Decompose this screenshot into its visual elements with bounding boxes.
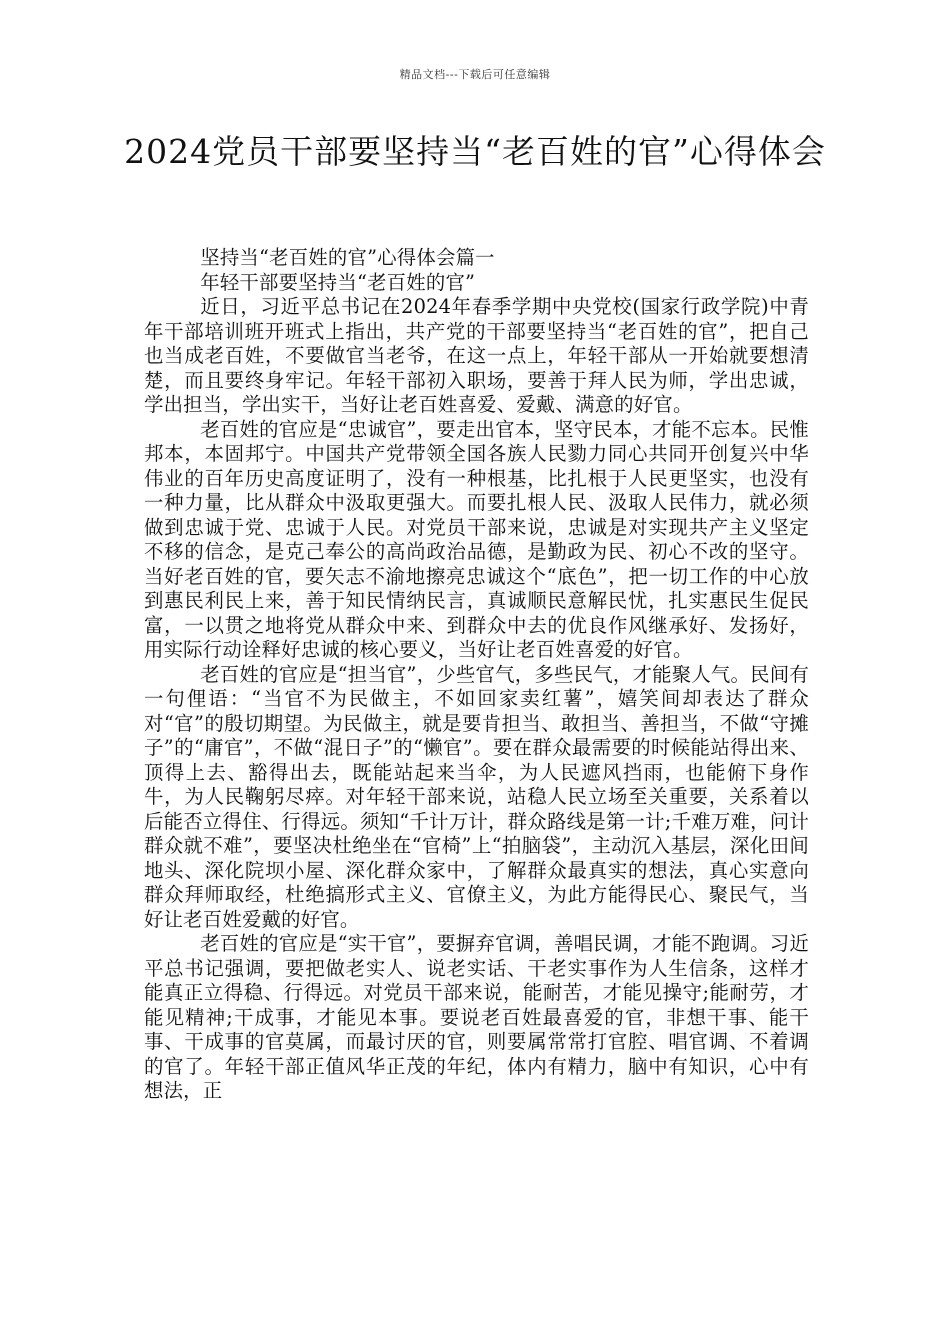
article-subtitle: 年轻干部要坚持当“老百姓的官” xyxy=(200,270,476,294)
section-heading: 坚持当“老百姓的官”心得体会篇一 xyxy=(200,246,495,269)
body-paragraph: 老百姓的官应是“担当官”，少些官气，多些民气，才能聚人气。民间有一句俚语：“当官不为民做主，不如回家卖红薯”，嬉笑间却表达了群众对“官”的殷切期望。为民做主，就是要肯担当、敢担当、善担当，不做“守摊子”的“庸官”，不做“混日子”的“懒官”。要在群众最需要的时候能站得出来、顶得上去、豁得出去，既能站起来当伞，为人民遮风挡雨，也能俯下身作牛，为人民鞠躬尽瘁。对年轻干部来说，站稳人民立场至关重要，关系着以后能否立得住、行得远。须知“千计万计，群众路线是第一计;千难万难，问计群众就不难”，要坚决杜绝坐在“官椅”上“拍脑袋”，主动沉入基层，深化田间地头、深化院坝小屋、深化群众家中，了解群众最真实的想法，真心实意向群众拜师取经，杜绝搞形式主义、官僚主义，为此方能得民心、聚民气，当好让老百姓爱戴的好官。 xyxy=(144,662,809,931)
document-title: 2024党员干部要坚持当“老百姓的官”心得体会 xyxy=(124,132,826,171)
body-paragraph: 老百姓的官应是“实干官”，要摒弃官调，善唱民调，才能不跑调。习近平总书记强调，要把做老实人、说老实话、干老实事作为人生信条，这样才能真正立得稳、行得远。对党员干部来说，能耐苦，才能见操守;能耐劳，才能见精神;干成事，才能见本事。要说老百姓最喜爱的官，非想干事、能干事、干成事的官莫属，而最讨厌的官，则要属常常打官腔、唱官调、不着调的官了。年轻干部正值风华正茂的年纪，体内有精力，脑中有知识，心中有想法，正 xyxy=(144,932,809,1102)
header-note: 精品文档---下载后可任意编辑 xyxy=(399,68,551,81)
body-paragraph: 近日，习近平总书记在2024年春季学期中央党校(国家行政学院)中青年干部培训班开班式上指出，共产党的干部要坚持当“老百姓的官”，把自己也当成老百姓，不要做官当老爷，在这一点上，年轻干部从一开始就要想清楚，而且要终身牢记。年轻干部初入职场，要善于拜人民为师，学出忠诚，学出担当，学出实干，当好让老百姓喜爱、爱戴、满意的好官。 xyxy=(144,295,809,416)
body-paragraph: 老百姓的官应是“忠诚官”，要走出官本，坚守民本，才能不忘本。民惟邦本，本固邦宁。中国共产党带领全国各族人民勠力同心共同开创复兴中华伟业的百年历史高度证明了，没有一种根基，比扎根于人民更坚实，也没有一种力量，比从群众中汲取更强大。而要扎根人民、汲取人民伟力，就必须做到忠诚于党、忠诚于人民。对党员干部来说，忠诚是对实现共产主义坚定不移的信念，是克己奉公的高尚政治品德，是勤政为民、初心不改的坚守。当好老百姓的官，要矢志不渝地擦亮忠诚这个“底色”，把一切工作的中心放到惠民利民上来，善于知民情纳民言，真诚顺民意解民忧，扎实惠民生促民富，一以贯之地将党从群众中来、到群众中去的优良作风继承好、发扬好，用实际行动诠释好忠诚的核心要义，当好让老百姓喜爱的好官。 xyxy=(144,417,809,661)
document-body xyxy=(144,246,809,1104)
